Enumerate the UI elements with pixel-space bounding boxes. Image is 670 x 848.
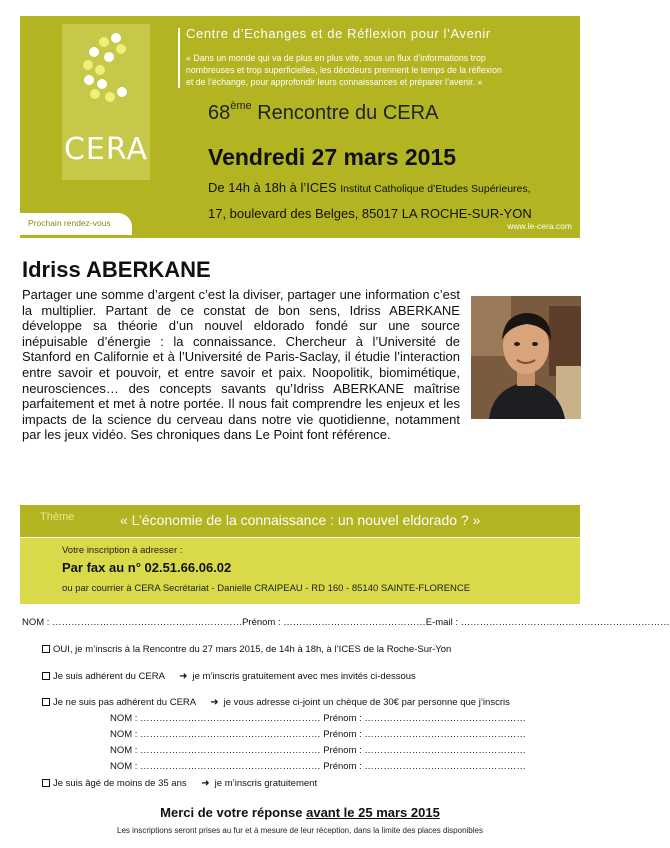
inscription-post: ou par courrier à CERA Secrétariat - Danielle CRAIPEAU - RD 160 - 85140 SAINTE-FLORENCE — [62, 583, 471, 594]
speaker-name: Idriss ABERKANE — [22, 257, 211, 282]
quote-line: nombreuses et trop superficielles, les décideurs prennent le temps de la réflexion — [186, 65, 502, 75]
option-adherent-label: Je suis adhérent du CERA — [53, 671, 165, 682]
option-moins-35-label: Je suis âgé de moins de 35 ans — [53, 778, 187, 789]
bio-line: information c’est la multiplier. Partant de ce constat de bon sens, — [22, 287, 460, 318]
bio-line: entre savoir et paix. Noopolitik, biomimétique, neurosciences… — [22, 364, 460, 396]
bio-line: notamment par les jeux vidéo. Ses chroniques dans Le Point font — [22, 411, 460, 443]
option-moins-35[interactable] — [42, 778, 317, 789]
event-address: 17, boulevard des Belges, 85017 LA ROCHE-SUR-YON — [208, 206, 532, 221]
checkbox[interactable] — [42, 672, 50, 680]
header-divider — [178, 28, 180, 88]
website-link[interactable]: www.le-cera.com — [507, 221, 572, 231]
bio-line: Partager une somme d’argent c’est la diviser, partager une — [22, 287, 362, 302]
checkbox[interactable] — [42, 645, 50, 653]
header-quote — [186, 52, 574, 88]
bio-line: des concepts savants qu’Idriss ABERKANE maîtrise parfaitement — [22, 380, 460, 412]
inscription-box — [20, 538, 580, 604]
bio-line: de Paris-Saclay, il étudie l’interaction entre savoir et pouvoir, et — [22, 349, 460, 380]
rencontre-rest: Rencontre du CERA — [251, 102, 439, 124]
guest-line-3[interactable]: NOM : ………………………………………………… Prénom : …………………………………………… — [110, 745, 526, 756]
guest-line-2[interactable]: NOM : ………………………………………………… Prénom : …………………………………………… — [110, 729, 526, 740]
theme-label: Thème — [40, 511, 75, 523]
inscription-fax: Par fax au n° 02.51.66.06.02 — [62, 560, 232, 575]
header-banner — [20, 16, 580, 238]
center-name: Centre d’Echanges et de Réflexion pour l’Avenir — [186, 26, 491, 41]
merci-deadline: avant le 25 mars 2015 — [306, 805, 440, 820]
bio-line: référence. — [332, 427, 391, 443]
guest-line-1[interactable]: NOM : ………………………………………………… Prénom : …………………………………………… — [110, 713, 526, 724]
bio-line: impacts de la science du cerveau dans notre vie quotidienne, — [22, 411, 390, 427]
speaker-photo — [471, 296, 581, 419]
option-non-adherent-result: je vous adresse ci-joint un chèque de 30€ par personne que j’inscris — [223, 697, 510, 708]
prochain-tab-label: Prochain rendez-vous — [28, 218, 111, 228]
theme-band — [20, 505, 580, 537]
quote-line: et de l’échange, pour approfondir leurs connaissances et préparer l’avenir. » — [186, 77, 483, 87]
quote-line: « Dans un monde qui va de plus en plus vite, sous un flux d’informations trop — [186, 53, 486, 63]
bio-line: Chercheur à l’Université de Stanford en Californie et à l’Université — [22, 333, 460, 365]
prochain-tab — [20, 213, 132, 235]
option-moins-35-result: je m’inscris gratuitement — [214, 778, 318, 789]
arrow-right-icon: ➜ — [210, 697, 219, 708]
checkbox[interactable] — [42, 698, 50, 706]
option-oui-label: OUI, je m’inscris à la Rencontre du 27 mars 2015, de 14h à 18h, à l’ICES de la Roche-Sur-Yon — [53, 644, 452, 655]
checkbox[interactable] — [42, 779, 50, 787]
option-adherent-result: je m’inscris gratuitement avec mes invités ci-dessous — [192, 671, 416, 682]
rencontre-title — [208, 102, 438, 125]
guest-line-4[interactable]: NOM : ………………………………………………… Prénom : …………………………………………… — [110, 761, 526, 772]
arrow-right-icon: ➜ — [201, 778, 210, 789]
merci-line — [0, 805, 600, 820]
footer-note: Les inscriptions seront prises au fur et à mesure de leur réception, dans la limite des places disponibles — [117, 826, 483, 835]
logo-dots-icon — [82, 32, 132, 106]
portrait-icon — [471, 296, 581, 419]
theme-text: « L’économie de la connaissance : un nouvel eldorado ? » — [120, 512, 481, 528]
option-adherent[interactable] — [42, 671, 416, 682]
arrow-right-icon: ➜ — [179, 671, 188, 682]
rencontre-number: 68 — [208, 102, 231, 124]
cera-logo — [62, 24, 150, 180]
bio-line: fondé sur une source inépuisable d’énergie : la connaissance. — [22, 318, 460, 349]
bio-line: et met à notre portée. Il nous fait comprendre les enjeux et les — [98, 396, 460, 412]
option-oui[interactable] — [42, 644, 451, 655]
speaker-bio — [22, 287, 460, 443]
event-date: Vendredi 27 mars 2015 — [208, 144, 457, 170]
rencontre-superscript: ème — [230, 100, 252, 112]
inscription-label: Votre inscription à adresser : — [62, 545, 183, 556]
logo-text: CERA — [63, 132, 149, 167]
merci-prefix: Merci de votre réponse — [160, 805, 307, 820]
form-nom-line[interactable]: NOM : ……………………………………………………Prénom : ………………………………………E-mail : ………………………………………………………… — [22, 617, 670, 628]
event-time-text: De 14h à 18h à l’ICES — [208, 180, 337, 195]
event-time — [208, 180, 531, 195]
event-institution: Institut Catholique d’Etudes Supérieures, — [340, 183, 531, 195]
option-non-adherent-label: Je ne suis pas adhérent du CERA — [53, 697, 196, 708]
option-non-adherent[interactable] — [42, 697, 510, 708]
bio-line: Idriss ABERKANE développe sa théorie d’un nouvel eldorado — [22, 302, 460, 334]
